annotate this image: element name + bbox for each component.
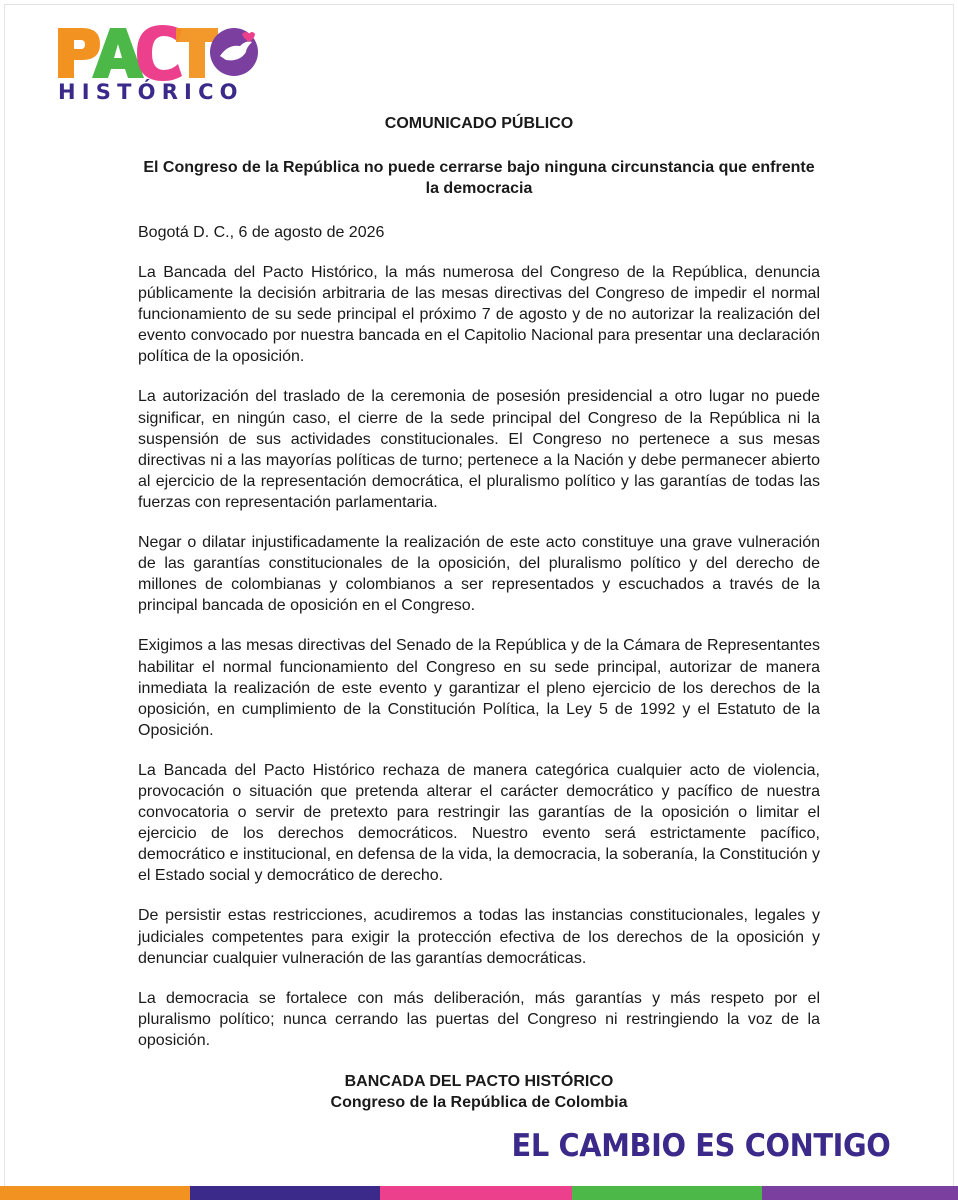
letter-c bbox=[137, 25, 182, 81]
paragraph: Negar o dilatar injustificadamente la realización de este acto constituye una grave vulneración de las garantías constitucionales de la oposición, del pluralismo político y del derecho de millones de colombianas y colombianos a ser representados y escuchados a través de la principal bancada de oposición en el Congreso. bbox=[138, 534, 820, 615]
document-subtitle: El Congreso de la República no puede cerrarse bajo ninguna circunstancia que enfrente la democracia bbox=[143, 159, 815, 197]
signature-line-1: BANCADA DEL PACTO HISTÓRICO bbox=[344, 1073, 614, 1090]
stripe-pink bbox=[380, 1186, 572, 1200]
letter-a bbox=[92, 28, 144, 78]
pacto-historico-logo bbox=[56, 22, 260, 104]
signature-line-2: Congreso de la República de Colombia bbox=[330, 1094, 628, 1111]
stripe-green bbox=[572, 1186, 762, 1200]
color-stripe bbox=[0, 1186, 958, 1200]
logo-subtitle: HISTÓRICO bbox=[58, 80, 244, 104]
paragraph: La democracia se fortalece con más deliberación, más garantías y más respeto por el pluralismo político; nunca cerrando las puertas del Congreso ni restringiendo la voz de la oposición. bbox=[138, 989, 820, 1049]
signature-block bbox=[138, 1071, 820, 1113]
stripe-orange bbox=[0, 1186, 190, 1200]
pacto-wordmark-graphic bbox=[56, 22, 260, 82]
campaign-slogan: EL CAMBIO ES CONTIGO bbox=[511, 1128, 890, 1164]
stripe-purple bbox=[762, 1186, 958, 1200]
stripe-indigo bbox=[190, 1186, 380, 1200]
document-date: Bogotá D. C., 6 de agosto de 2026 bbox=[138, 224, 385, 241]
paragraph: De persistir estas restricciones, acudiremos a todas las instancias constitucionales, legales y judiciales competentes para exigir la protección efectiva de los derechos de la oposición y denunciar cualquier vulneración de las garantías democráticas. bbox=[138, 907, 820, 967]
paragraph: Exigimos a las mesas directivas del Senado de la República y de la Cámara de Representantes habilitar el normal funcionamiento del Congreso en su sede principal, autorizar de manera inmediata la realización de este evento y garantizar el pleno ejercicio de los derechos de la oposición, en cumplimiento de la Constitución Política, la Ley 5 de 1992 y el Estatuto de la Oposición. bbox=[138, 637, 820, 739]
letter-p bbox=[58, 28, 100, 78]
paragraph: La autorización del traslado de la ceremonia de posesión presidencial a otro lugar no puede significar, en ningún caso, el cierre de la sede principal del Congreso de la República ni la suspensión de sus actividades constitucionales. El Congreso no pertenece a sus mesas directivas ni a las mayorías políticas de turno; pertenece a la Nación y debe permanecer abierto al ejercicio de la representación democrática, el pluralismo político y las garantías de todas las fuerzas con representación parlamentaria. bbox=[138, 388, 820, 511]
paragraph: La Bancada del Pacto Histórico, la más numerosa del Congreso de la República, denuncia públicamente la decisión arbitraria de las mesas directivas del Congreso de impedir el normal funcionamiento de su sede principal el próximo 7 de agosto y de no autorizar la realización del evento convocado por nuestra bancada en el Capitolio Nacional para presentar una declaración política de la oposición. bbox=[138, 264, 820, 366]
paragraph: La Bancada del Pacto Histórico rechaza de manera categórica cualquier acto de violencia, provocación o situación que pretenda alterar el carácter democrático y pacífico de nuestra convocatoria o servir de pretexto para restringir las garantías de la oposición o limitar el ejercicio de los derechos democráticos. Nuestro evento será estrictamente pacífico, democrático e institucional, en defensa de la vida, la democracia, la soberanía, la Constitución y el Estado social y democrático de derecho. bbox=[138, 761, 820, 885]
document-heading: COMUNICADO PÚBLICO bbox=[384, 115, 574, 132]
communique-body bbox=[138, 114, 820, 1113]
